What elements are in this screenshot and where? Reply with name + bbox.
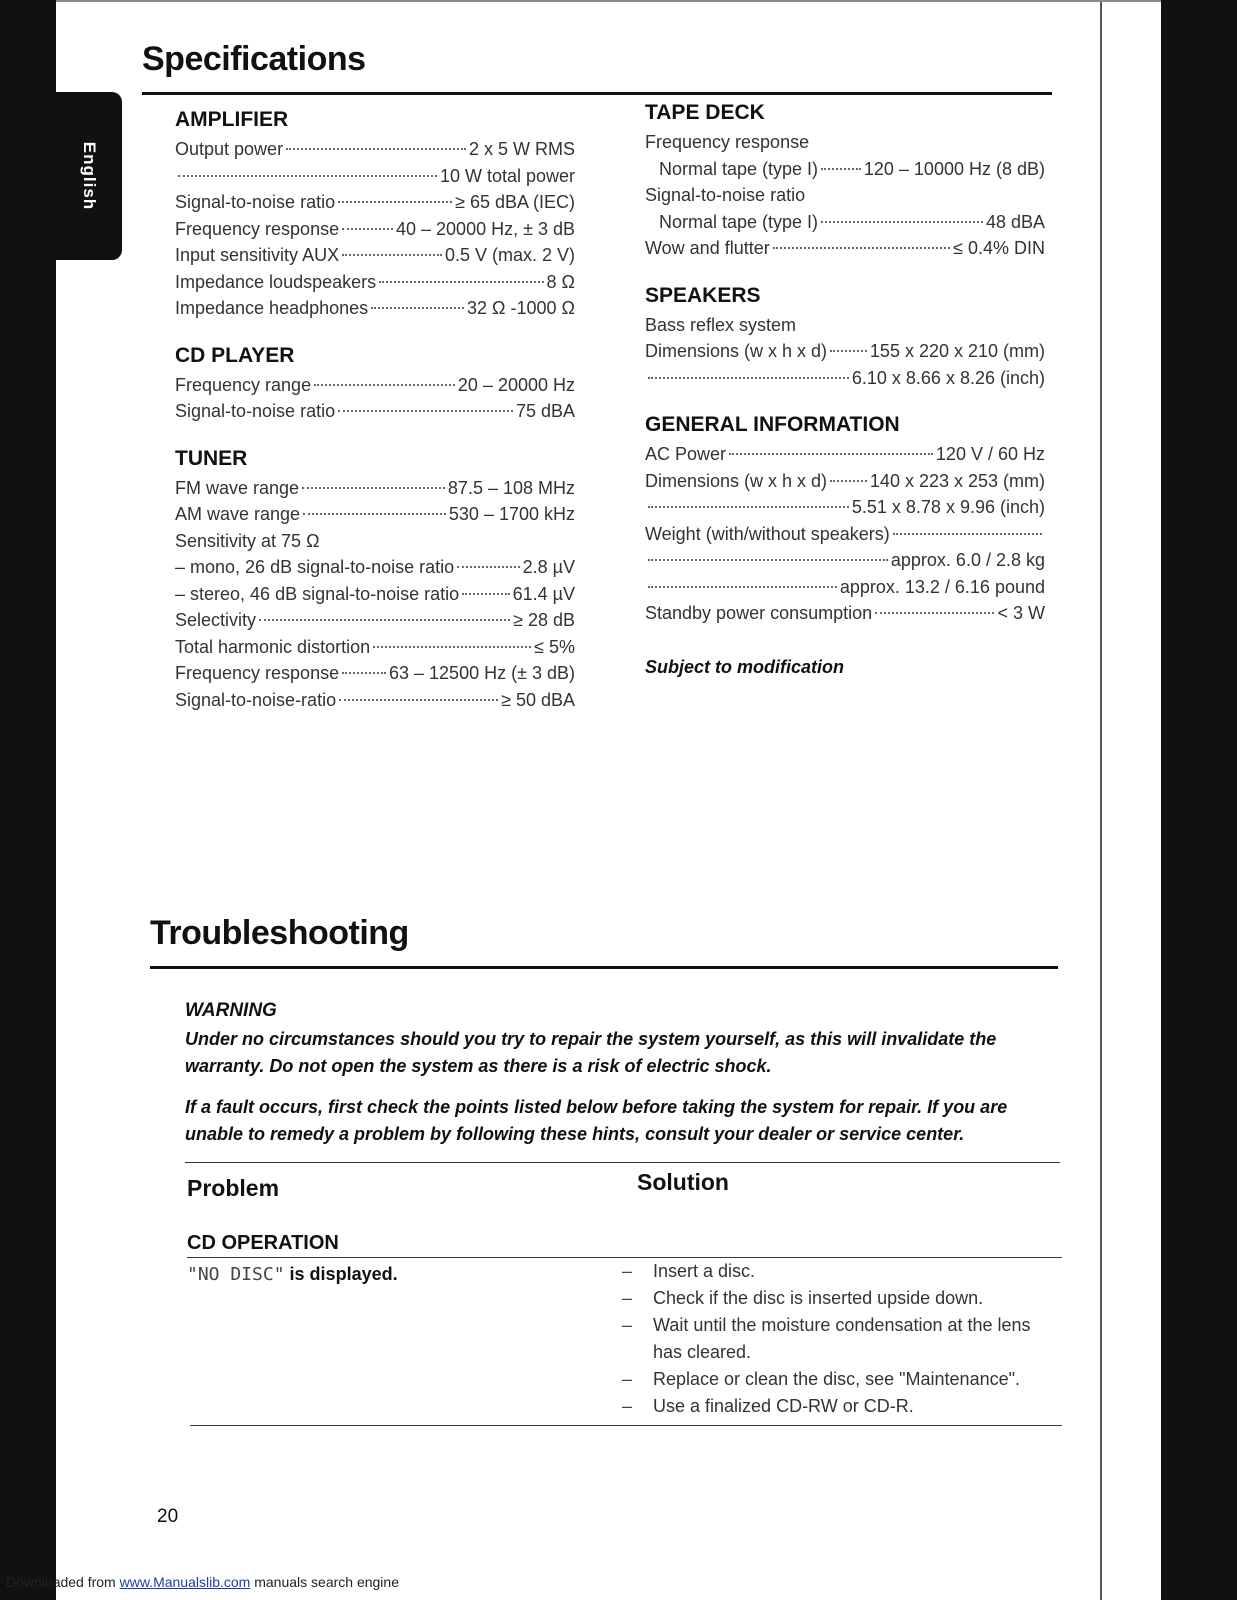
dot-leader [178, 175, 437, 177]
spec-label: Impedance loudspeakers [175, 271, 377, 292]
spec-row [175, 634, 575, 661]
spec-label: Output power [175, 139, 284, 159]
spec-label: Signal-to-noise ratio [645, 185, 806, 205]
spec-row [645, 547, 1045, 574]
spec-row [645, 338, 1045, 365]
spec-label: AM wave range [175, 504, 301, 524]
warning-text: Under no circumstances should you try to repair the system yourself, as this will invalidate the warranty. Do not open the system as there is a risk of electric shock. [185, 1029, 997, 1076]
spec-row [645, 156, 1045, 183]
warning-title: WARNING [185, 1000, 277, 1021]
warning-block [185, 1000, 1055, 1162]
dot-leader [830, 480, 867, 482]
spec-row [175, 528, 575, 555]
dot-leader [342, 228, 393, 230]
dot-leader [286, 148, 466, 150]
dot-leader [773, 247, 950, 249]
spec-label: Frequency response [175, 218, 340, 239]
spec-value: 48 dBA [985, 211, 1045, 232]
spec-value: 0.5 V (max. 2 V) [444, 245, 575, 265]
footer-suffix: manuals search engine [250, 1574, 399, 1590]
spec-row [175, 295, 575, 322]
dot-leader [371, 307, 464, 309]
spec-label: – stereo, 46 dB signal-to-noise ratio [175, 583, 460, 604]
spec-value: 10 W total power [439, 165, 575, 186]
dot-leader [338, 201, 452, 203]
spec-row [175, 136, 575, 163]
spec-row [175, 554, 575, 581]
spec-label: Signal-to-noise-ratio [175, 689, 337, 710]
fault-text: If a fault occurs, first check the points listed below before taking the system for repair. If you are unable to remedy a problem by following these hints, consult your dealer or service center. [185, 1097, 1008, 1144]
spec-label: Standby power consumption [645, 603, 873, 623]
page-number: 20 [157, 1506, 179, 1527]
spec-label: Signal-to-noise ratio [175, 401, 336, 421]
spec-row [645, 494, 1045, 521]
spec-row [645, 129, 1045, 156]
spec-label: Normal tape (type I) [659, 211, 819, 232]
spec-value: 2 x 5 W RMS [468, 139, 575, 159]
spec-label: Frequency response [175, 663, 340, 683]
spec-group-general-information [645, 413, 1045, 627]
table-top-rule [185, 1162, 1060, 1163]
dot-leader [259, 619, 510, 621]
spec-row [175, 475, 575, 502]
spec-row [175, 660, 575, 687]
problem-header: Problem [187, 1175, 280, 1201]
specifications-title: Specifications [142, 40, 366, 78]
spec-value: 155 x 220 x 210 (mm) [869, 341, 1045, 361]
spec-row [645, 574, 1045, 601]
specifications-rule [142, 92, 1052, 95]
spec-label: Dimensions (w x h x d) [645, 470, 828, 491]
download-footer [6, 1574, 399, 1590]
spec-value: 8 Ω [546, 271, 575, 292]
dot-leader [830, 350, 867, 352]
solution-list [622, 1258, 1062, 1420]
spec-label: Impedance headphones [175, 298, 369, 318]
spec-label: FM wave range [175, 477, 300, 498]
spec-value: 6.10 x 8.66 x 8.26 (inch) [851, 367, 1045, 388]
spec-group-heading: GENERAL INFORMATION [645, 413, 900, 436]
spec-value: ≤ 0.4% DIN [953, 238, 1045, 258]
spec-row [175, 687, 575, 714]
dot-leader [303, 513, 446, 515]
spec-label: Dimensions (w x h x d) [645, 341, 828, 361]
spec-value: 2.8 µV [522, 557, 575, 577]
solution-item: – Wait until the moisture condensation at the lens has cleared. [622, 1312, 1062, 1366]
spec-value: 120 V / 60 Hz [935, 444, 1045, 464]
dot-leader [648, 506, 849, 508]
spec-row [645, 235, 1045, 262]
table-bottom-rule [190, 1425, 1062, 1426]
troubleshooting-title: Troubleshooting [150, 914, 409, 952]
specifications-right-column [645, 101, 1045, 678]
spec-row [645, 209, 1045, 236]
dot-leader [379, 281, 543, 283]
spec-label: Sensitivity at 75 Ω [175, 530, 320, 551]
spec-value: 5.51 x 8.78 x 9.96 (inch) [851, 497, 1045, 517]
dot-leader [314, 384, 455, 386]
dot-leader [821, 221, 983, 223]
solution-item: – Replace or clean the disc, see "Maintenance". [622, 1366, 1062, 1393]
solution-item: – Use a finalized CD-RW or CD-R. [622, 1393, 1062, 1420]
spec-value: approx. 6.0 / 2.8 kg [890, 550, 1045, 570]
spec-group-tuner [175, 447, 575, 714]
spec-value: ≥ 50 dBA [501, 689, 575, 710]
spec-row [175, 398, 575, 425]
spec-row [175, 242, 575, 269]
footer-prefix: Downloaded from [6, 1574, 120, 1590]
dot-leader [342, 254, 442, 256]
spec-row [645, 441, 1045, 468]
spec-label: Frequency response [645, 132, 810, 152]
spec-row [175, 581, 575, 608]
spec-row [645, 182, 1045, 209]
dot-leader [462, 593, 509, 595]
dot-leader [821, 168, 861, 170]
lcd-display-text: "NO DISC" [187, 1264, 285, 1285]
solution-item: – Insert a disc. [622, 1258, 1062, 1285]
spec-value: 87.5 – 108 MHz [447, 477, 575, 498]
spec-row [175, 189, 575, 216]
manualslib-link[interactable]: www.Manualslib.com [119, 1574, 251, 1590]
spec-value: 140 x 223 x 253 (mm) [869, 470, 1045, 491]
spec-label: Wow and flutter [645, 238, 770, 258]
spec-label: Selectivity [175, 610, 257, 630]
solution-header: Solution [637, 1169, 729, 1195]
category-heading: CD OPERATION [187, 1232, 339, 1254]
subject-to-modification-note: Subject to modification [645, 656, 845, 677]
spec-row [645, 468, 1045, 495]
spec-group-heading: AMPLIFIER [175, 108, 289, 131]
spec-label: Signal-to-noise ratio [175, 192, 336, 212]
spec-row [175, 501, 575, 528]
specifications-left-column [175, 108, 575, 735]
dot-leader [373, 646, 531, 648]
spec-value: 120 – 10000 Hz (8 dB) [863, 158, 1045, 179]
spec-row [175, 269, 575, 296]
spec-group-speakers [645, 284, 1045, 392]
spec-value: 40 – 20000 Hz, ± 3 dB [396, 218, 575, 239]
spec-value: < 3 W [997, 603, 1045, 623]
spec-row [175, 607, 575, 634]
page-edge [1100, 0, 1102, 1600]
spec-row [645, 521, 1045, 548]
spec-row [645, 312, 1045, 339]
spec-label: Weight (with/without speakers) [645, 523, 890, 544]
spec-row [645, 365, 1045, 392]
spec-group-heading: SPEAKERS [645, 283, 761, 307]
dot-leader [875, 612, 994, 614]
spec-label: Total harmonic distortion [175, 636, 371, 657]
spec-row [645, 600, 1045, 627]
page-top-edge [56, 0, 1161, 2]
spec-value: 530 – 1700 kHz [448, 504, 575, 524]
spec-value: ≥ 65 dBA (IEC) [455, 192, 575, 212]
spec-group-amplifier [175, 108, 575, 322]
troubleshooting-rule [150, 966, 1058, 969]
spec-value: 63 – 12500 Hz (± 3 dB) [389, 663, 575, 683]
solution-item: – Check if the disc is inserted upside down. [622, 1285, 1062, 1312]
spec-label: Frequency range [175, 374, 312, 395]
spec-row [175, 163, 575, 190]
dot-leader [339, 699, 498, 701]
dot-leader [342, 672, 386, 674]
spec-group-tape-deck [645, 101, 1045, 262]
scan-border-left [0, 0, 56, 1600]
dot-leader [893, 533, 1042, 535]
spec-group-heading: TAPE DECK [645, 101, 765, 124]
spec-row [175, 216, 575, 243]
dot-leader [729, 453, 933, 455]
spec-group-heading: CD PLAYER [175, 343, 295, 367]
dot-leader [302, 487, 445, 489]
language-tab-label: English [80, 141, 99, 211]
spec-group-cd-player [175, 344, 575, 425]
language-tab [56, 92, 122, 260]
spec-value: ≤ 5% [534, 636, 575, 657]
spec-value: ≥ 28 dB [513, 610, 575, 630]
spec-label: AC Power [645, 444, 727, 464]
spec-label: Input sensitivity AUX [175, 245, 340, 265]
spec-value: 20 – 20000 Hz [457, 374, 575, 395]
spec-group-heading: TUNER [175, 446, 248, 470]
spec-label: Bass reflex system [645, 314, 797, 335]
problem-text [187, 1264, 398, 1285]
spec-value: 32 Ω -1000 Ω [467, 298, 575, 318]
scan-border-right [1161, 0, 1237, 1600]
spec-label: – mono, 26 dB signal-to-noise ratio [175, 557, 455, 577]
dot-leader [338, 410, 513, 412]
dot-leader [648, 559, 888, 561]
problem-suffix: is displayed. [284, 1264, 398, 1284]
spec-value: 61.4 µV [512, 583, 575, 604]
spec-row [175, 372, 575, 399]
dot-leader [648, 377, 849, 379]
dot-leader [648, 586, 837, 588]
spec-value: approx. 13.2 / 6.16 pound [839, 576, 1045, 597]
spec-label: Normal tape (type I) [659, 158, 819, 179]
spec-value: 75 dBA [515, 401, 575, 421]
dot-leader [457, 566, 519, 568]
